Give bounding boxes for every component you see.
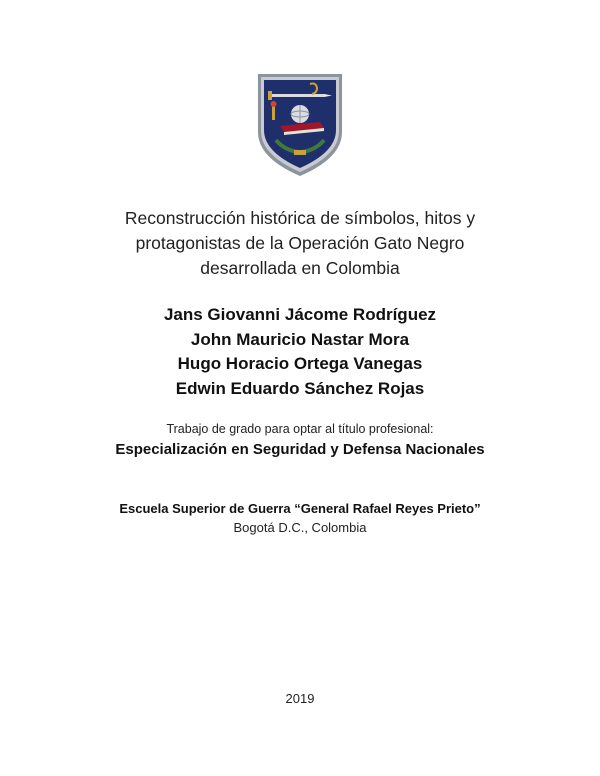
author-name: John Mauricio Nastar Mora: [190, 329, 410, 349]
degree-intro: Trabajo de grado para optar al título profesional:: [166, 422, 434, 436]
thesis-title: [0, 206, 600, 281]
author-name: Jans Giovanni Jácome Rodríguez: [163, 305, 437, 324]
author-name: Edwin Eduardo Sánchez Rojas: [175, 378, 425, 398]
shield-emblem-icon: [254, 70, 346, 178]
institution-city: Bogotá D.C., Colombia: [233, 520, 367, 535]
thesis-title-line-1: Reconstrucción histórica de símbolos, hitos y: [124, 208, 476, 228]
institution-name: Escuela Superior de Guerra “General Rafael Reyes Prieto”: [119, 501, 481, 516]
author-list: [0, 303, 600, 401]
thesis-title-line-2: protagonistas de la Operación Gato Negro: [135, 233, 465, 253]
publication-year: 2019: [285, 691, 315, 706]
thesis-title-line-3: desarrollada en Colombia: [200, 258, 400, 278]
institution-crest-icon: [254, 70, 346, 178]
author-name: Hugo Horacio Ortega Vanegas: [177, 354, 423, 373]
degree-name: Especialización en Seguridad y Defensa Nacionales: [115, 441, 485, 458]
